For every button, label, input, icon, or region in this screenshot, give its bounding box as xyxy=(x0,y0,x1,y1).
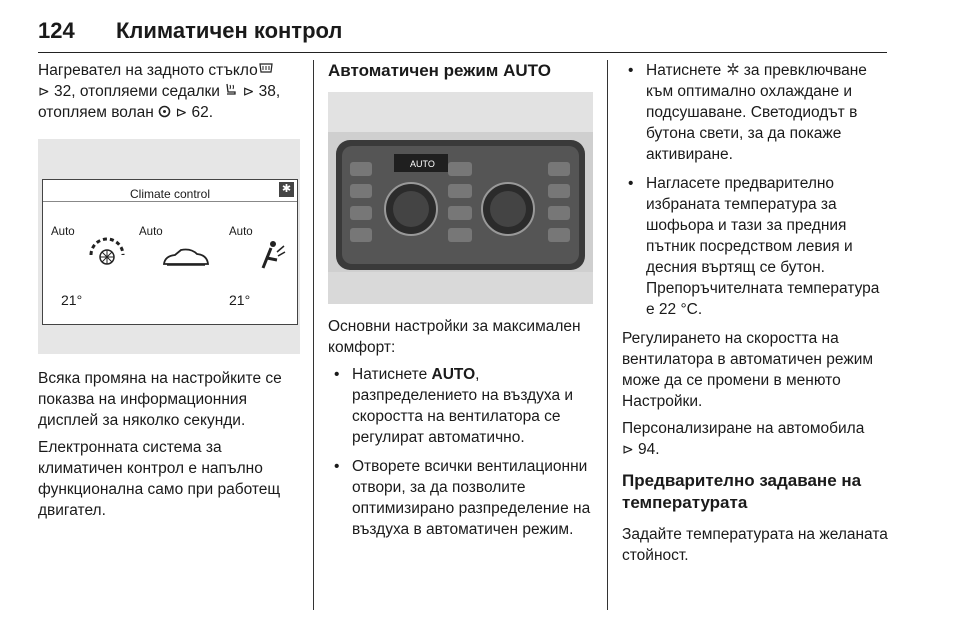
paragraph-set-temperature: Задайте температурата на желаната стойност. xyxy=(622,526,888,564)
panel-illustration xyxy=(328,92,593,304)
ref-arrow-icon: ⊳ xyxy=(622,441,634,457)
rear-window-heater-icon xyxy=(258,62,274,76)
paragraph-auto-intro: Основни настройки за максимален комфорт: xyxy=(328,318,581,356)
climate-display-screen xyxy=(42,179,298,325)
ref-arrow-icon: ⊳ xyxy=(175,104,188,120)
auto-label-right: Auto xyxy=(229,226,253,238)
panel-auto-label: AUTO xyxy=(410,159,435,169)
paragraph-personalization: Персонализиране на автомобила ⊳ 94. xyxy=(622,420,865,458)
page-number: 124 xyxy=(38,18,75,43)
bullet-dot: • xyxy=(628,175,634,192)
paragraph-engine-note: Електронната система за климатичен контрол е напълно функционална само при работещ двигател. xyxy=(38,439,281,519)
bullet-item-vents: • Отворете всички вентилационни отвори, за да позволите оптимизирано разпределение на въздуха в автоматичен режим. xyxy=(328,456,593,540)
column-3 xyxy=(622,60,890,572)
auto-button-label: AUTO xyxy=(431,366,476,383)
temp-left: 21° xyxy=(61,292,83,308)
section-heading-auto: Автоматичен режим AUTO xyxy=(328,61,551,80)
auto-label-middle: Auto xyxy=(139,226,163,238)
bullet-item-temperature: • Нагласете предварително избраната температура за шофьора и тази за предния пътник посредством левия и десния въртящ се бутон. Препоръчителната температура е 22 °C. xyxy=(622,173,890,320)
column-1 xyxy=(38,60,300,527)
temp-right: 21° xyxy=(229,292,251,308)
bullet-dot: • xyxy=(334,366,340,383)
heated-seat-icon xyxy=(224,83,238,97)
chapter-title: Климатичен контрол xyxy=(116,18,343,43)
settings-gear-icon: ✱ xyxy=(279,182,294,197)
bullet-dot: • xyxy=(334,458,340,475)
bullet-dot: • xyxy=(628,62,634,79)
ref-arrow-icon: ⊳ xyxy=(242,83,255,99)
paragraph-fan-speed: Регулирането на скоростта на вентилатора в автоматичен режим може да се промени в менюто Настройки. xyxy=(622,330,874,410)
paragraph-display-info: Всяка промяна на настройките се показва на информационния дисплей за няколко секунди. xyxy=(38,370,282,429)
column-divider-1 xyxy=(313,60,314,610)
page-header xyxy=(38,18,887,53)
climate-panel-photo xyxy=(328,92,593,304)
display-title: Climate control xyxy=(43,184,297,202)
bullet-item-ac: • Натиснете за превключване към оптимално охлаждане и подсушаване. Светодиодът в бутона свети, за да покаже активиране. xyxy=(622,60,890,165)
auto-label-left: Auto xyxy=(51,226,75,238)
car-airflow-icon xyxy=(161,246,211,272)
bullet-item-auto: • Натиснете AUTO, разпределението на въздуха и скоростта на вентилатора се регулират автоматично. xyxy=(328,364,593,448)
ac-snowflake-icon xyxy=(726,62,740,76)
seat-airflow-icon xyxy=(257,238,287,272)
intro-paragraph: Нагревател на задното стъкло ⊳ 32, отопляеми седалки ⊳ 38, отопляем волан ⊳ 62. xyxy=(38,62,281,121)
fan-speed-icon xyxy=(87,235,127,269)
ref-arrow-icon: ⊳ xyxy=(38,83,50,99)
section-heading-preset: Предварително задаване на температурата xyxy=(622,471,862,512)
heated-wheel-icon xyxy=(158,105,171,118)
climate-display-figure xyxy=(38,139,300,354)
column-2 xyxy=(328,60,593,548)
column-divider-2 xyxy=(607,60,608,610)
